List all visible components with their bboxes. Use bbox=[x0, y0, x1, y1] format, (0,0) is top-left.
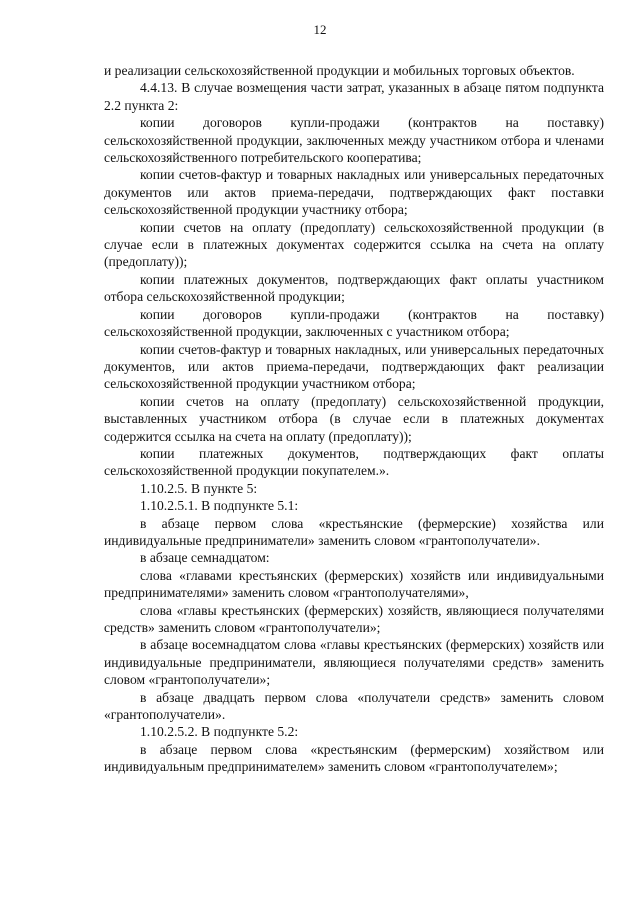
paragraph: слова «главами крестьянских (фермерских) хозяйств или индивидуальными предпринимателями» заменить словом «грантополучателями», bbox=[104, 567, 604, 601]
paragraph: слова «главы крестьянских (фермерских) хозяйств, являющиеся получателями средств» заменить словом «грантополучатели»; bbox=[104, 602, 604, 635]
paragraph: в абзаце первом слова «крестьянские (фермерские) хозяйства или индивидуальные предприниматели» заменить словом «грантополучатели». bbox=[104, 515, 604, 548]
paragraph: в абзаце семнадцатом: bbox=[140, 550, 270, 566]
paragraph: копии платежных документов, подтверждающих факт оплаты участником отбора сельскохозяйственной продукции; bbox=[104, 271, 604, 305]
paragraph: копии счетов на оплату (предоплату) сельскохозяйственной продукции (в случае если в платежных документах содержится ссылка на счета на оплату (предоплату)); bbox=[104, 219, 604, 270]
paragraph: 4.4.13. В случае возмещения части затрат, указанных в абзаце пятом подпункта 2.2 пункта 2: bbox=[104, 80, 604, 113]
paragraph: копии счетов-фактур и товарных накладных, или универсальных передаточных документов, или актов приема-передачи, подтверждающих факт реализации сельскохозяйственной продукции участником отбора; bbox=[104, 341, 604, 392]
paragraph: копии договоров купли-продажи (контрактов на поставку) сельскохозяйственной продукции, заключенных с участником отбора; bbox=[104, 306, 604, 340]
paragraph: копии платежных документов, подтверждающих факт оплаты сельскохозяйственной продукции покупателем.». bbox=[104, 445, 604, 479]
paragraph: 1.10.2.5.2. В подпункте 5.2: bbox=[140, 724, 299, 740]
paragraph: 1.10.2.5. В пункте 5: bbox=[140, 480, 258, 496]
paragraph: в абзаце восемнадцатом слова «главы крестьянских (фермерских) хозяйств или индивидуальные предприниматели, являющиеся получателями средств» заменить словом «грантополучатели»; bbox=[104, 637, 604, 688]
page-number: 12 bbox=[313, 22, 327, 37]
paragraph: копии счетов-фактур и товарных накладных или универсальных передаточных документов или актов приема-передачи, подтверждающих факт поставки сельскохозяйственной продукции участнику отбора; bbox=[104, 167, 604, 218]
paragraph: копии договоров купли-продажи (контрактов на поставку) сельскохозяйственной продукции, заключенных между участником отбора и членами сельскохозяйственного потребительского кооператива; bbox=[104, 115, 604, 166]
paragraph: в абзаце первом слова «крестьянским (фермерским) хозяйством или индивидуальным предпринимателем» заменить словом «грантополучателем»; bbox=[104, 741, 604, 775]
paragraph: копии счетов на оплату (предоплату) сельскохозяйственной продукции, выставленных участником отбора (в случае если в платежных документах содержится ссылка на счета на оплату (предоплату)); bbox=[104, 393, 604, 444]
paragraph: 1.10.2.5.1. В подпункте 5.1: bbox=[140, 498, 299, 514]
document-body bbox=[104, 62, 604, 776]
paragraph: и реализации сельскохозяйственной продукции и мобильных торговых объектов. bbox=[104, 63, 575, 78]
paragraph: в абзаце двадцать первом слова «получатели средств» заменить словом «грантополучатели». bbox=[104, 689, 604, 723]
